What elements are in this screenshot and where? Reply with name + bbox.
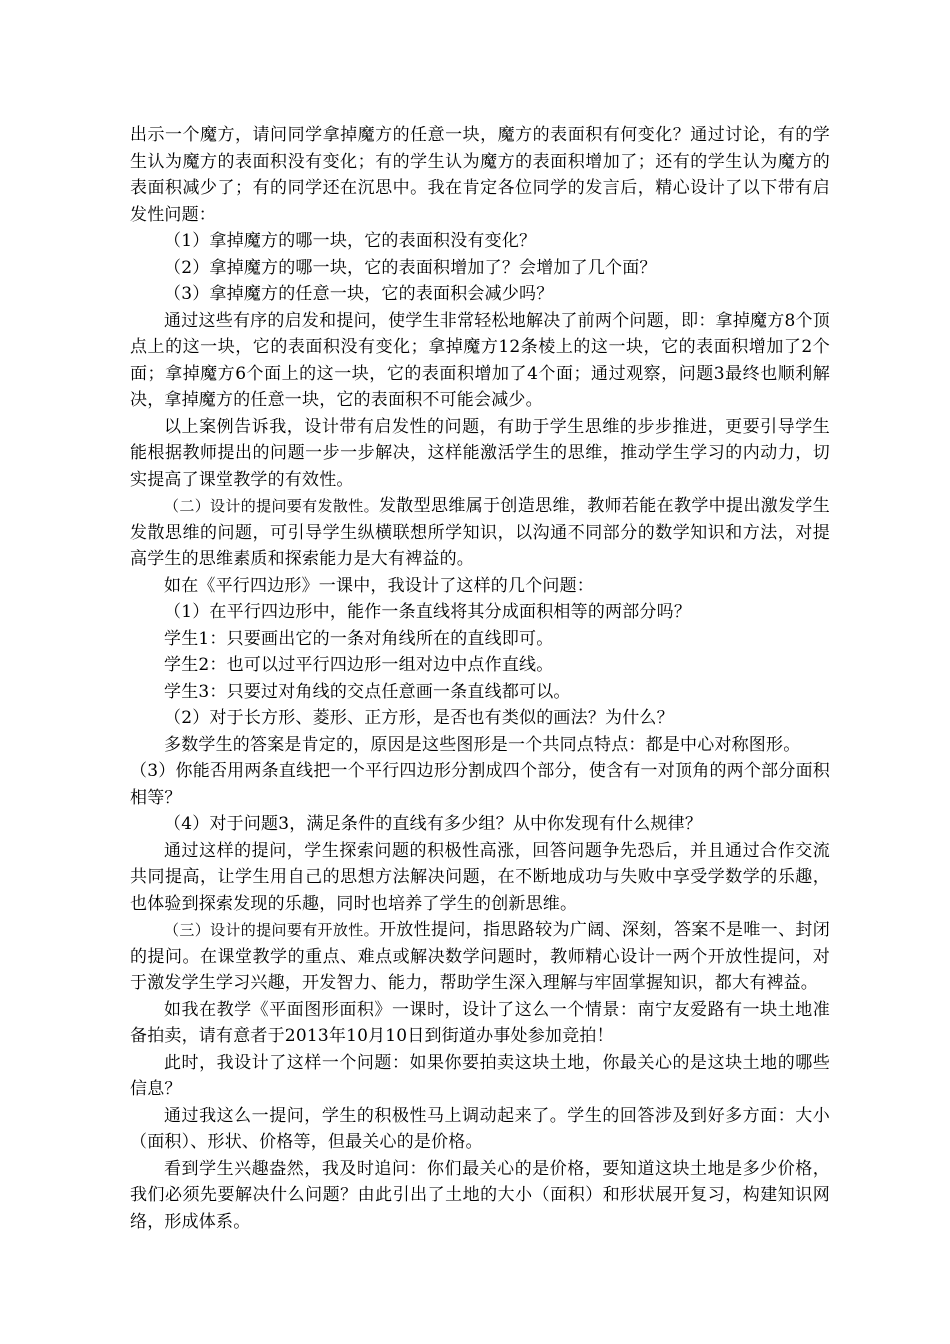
paragraph-student-3: 学生3：只要过对角线的交点任意画一条直线都可以。 — [164, 681, 571, 702]
section-body-open: 开放性提问，指思路较为广阔、深刻，答案不是唯一、封闭的提问。在课堂教学的重点、难点或解决数学问题时，教师精心设计一两个开放性提问，对于激发学生学习兴趣，开发智力、能力，帮助学生深入理解与牢固掌握知识，都大有裨益。 — [130, 920, 830, 993]
paragraph-section-2 — [130, 493, 830, 573]
paragraph-conclusion-1: 以上案例告诉我，设计带有启发性的问题，有助于学生思维的步步推进，更要引导学生能根据教师提出的问题一步一步解决，这样能激活学生的思维，推动学生学习的内动力，切实提高了课堂教学的有效性。 — [130, 416, 830, 490]
paragraph-followup: 看到学生兴趣盎然，我及时追问：你们最关心的是价格，要知道这块土地是多少价格，我们必须先要解决什么问题？由此引出了土地的大小（面积）和形状展开复习，构建知识网络，形成体系。 — [130, 1158, 830, 1232]
paragraph-student-response: 通过我这么一提问，学生的积极性马上调动起来了。学生的回答涉及到好多方面：大小（面积）、形状、价格等，但最关心的是价格。 — [130, 1105, 830, 1152]
paragraph-pq-2: （2）对于长方形、菱形、正方形，是否也有类似的画法？为什么？ — [164, 708, 674, 728]
paragraph-question-land: 此时，我设计了这样一个问题：如果你要拍卖这块土地，你最关心的是这块土地的哪些信息？ — [130, 1052, 830, 1099]
paragraph-section-3 — [130, 917, 830, 997]
paragraph-answer: 多数学生的答案是肯定的，原因是这些图形是一个共同点特点：都是中心对称图形。 — [164, 734, 801, 755]
paragraph-question-3: （3）拿掉魔方的任意一块，它的表面积会减少吗？ — [164, 284, 554, 304]
paragraph-student-2: 学生2：也可以过平行四边形一组对边中点作直线。 — [164, 655, 554, 675]
section-body-divergent: 发散型思维属于创造思维，教师若能在教学中提出激发学生发散思维的问题，可引导学生纵横联想所学知识，以沟通不同部分的数学知识和方法，对提高学生的思维素质和探索能力是大有裨益的。 — [130, 496, 830, 569]
paragraph-conclusion-2: 通过这样的提问，学生探索问题的积极性高涨，回答问题争先恐后，并且通过合作交流共同提高，让学生用自己的思想方法解决问题，在不断地成功与失败中享受学数学的乐趣，也体验到探索发现的乐趣，同时也培养了学生的创新思维。 — [130, 840, 830, 914]
paragraph-intro: 出示一个魔方，请问同学拿掉魔方的任意一块，魔方的表面积有何变化？通过讨论，有的学生认为魔方的表面积没有变化；有的学生认为魔方的表面积增加了；还有的学生认为魔方的表面积减少了；有的同学还在沉思中。我在肯定各位同学的发言后，精心设计了以下带有启发性问题： — [130, 125, 830, 225]
paragraph-pq-3: （3）你能否用两条直线把一个平行四边形分割成四个部分，使含有一对顶角的两个部分面积相等？ — [130, 761, 830, 808]
paragraph-scenario: 如我在教学《平面图形面积》一课时，设计了这么一个情景：南宁友爱路有一块土地准备拍卖，请有意者于2013年10月10日到街道办事处参加竞拍！ — [130, 999, 830, 1046]
document-page — [130, 122, 830, 1235]
paragraph-question-1: （1）拿掉魔方的哪一块，它的表面积没有变化？ — [164, 231, 537, 251]
paragraph-pq-4: （4）对于问题3，满足条件的直线有多少组？从中你发现有什么规律？ — [164, 814, 703, 834]
paragraph-results: 通过这些有序的启发和提问，使学生非常轻松地解决了前两个问题，即：拿掉魔方8个顶点上的这一块，它的表面积没有变化；拿掉魔方12条棱上的这一块，它的表面积增加了2个面；拿掉魔方6个面上的这一块，它的表面积增加了4个面；通过观察，问题3最终也顺利解决，拿掉魔方的任意一块，它的表面积不可能会减少。 — [130, 310, 830, 410]
paragraph-pq-1: （1）在平行四边形中，能作一条直线将其分成面积相等的两部分吗？ — [164, 602, 692, 622]
paragraph-question-2: （2）拿掉魔方的哪一块，它的表面积增加了？会增加了几个面？ — [164, 257, 657, 278]
paragraph-student-1: 学生1：只要画出它的一条对角线所在的直线即可。 — [164, 628, 554, 649]
paragraph-example-intro: 如在《平行四边形》一课中，我设计了这样的几个问题： — [164, 575, 594, 596]
section-heading-open: （三）设计的提问要有开放性。 — [164, 921, 379, 939]
section-heading-divergent: （二）设计的提问要有发散性。 — [164, 497, 379, 515]
